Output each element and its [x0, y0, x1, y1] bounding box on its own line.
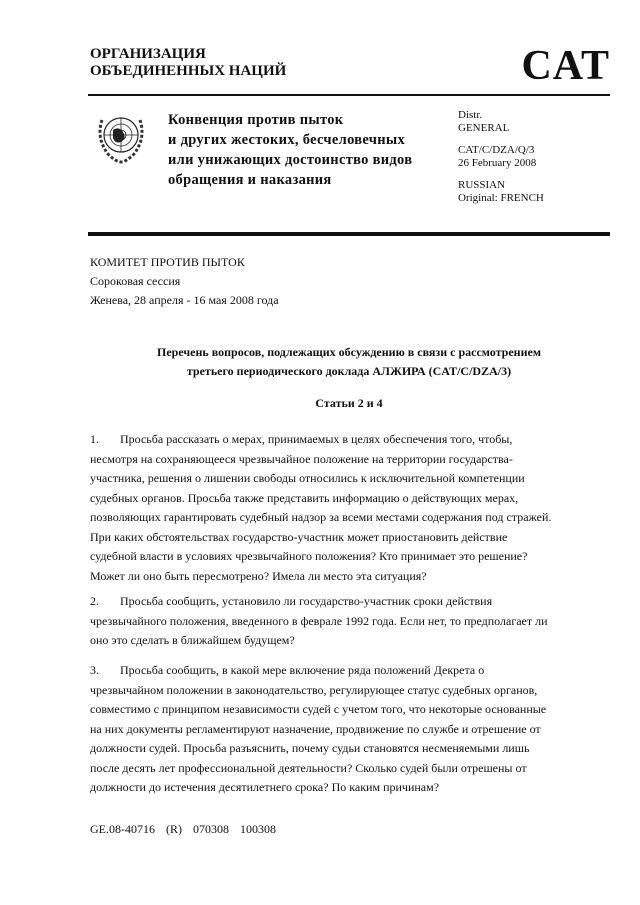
line: судебных органов. Просьба также представить информацию о действующих мерах, [90, 490, 519, 505]
articles-heading: Статьи 2 и 4 [315, 396, 383, 410]
title-line: обращения и наказания [168, 172, 332, 188]
un-emblem-icon [94, 108, 148, 166]
footer-job-number: GE.08-40716 (R) 070308 100308 [90, 822, 276, 836]
line: чрезвычайного положения, введенного в феврале 1992 года. Если нет, то предполагает ли [90, 613, 548, 628]
paragraph-3 [90, 661, 546, 798]
line: должности до истечения десятилетнего срока? По каким причинам? [90, 780, 440, 794]
distr-value: GENERAL [458, 122, 510, 134]
line: Просьба сообщить, установило ли государство-участник сроки действия [120, 594, 493, 608]
committee-name: КОМИТЕТ ПРОТИВ ПЫТОК [90, 255, 245, 269]
header-rule [88, 94, 610, 96]
line: При каких обстоятельствах государство-участник может приостановить действие [90, 529, 508, 544]
title-line: или унижающих достоинство видов [168, 152, 413, 168]
paragraph-1 [90, 430, 551, 586]
paragraph-number: 3. [90, 663, 99, 677]
line: оно это сделать в ближайшем будущем? [90, 633, 295, 647]
line: должности судей. Просьба разъяснить, почему судьи становятся несменяемыми лишь [90, 741, 530, 755]
document-metadata [458, 109, 544, 214]
paragraph-2 [90, 592, 548, 651]
header-thick-rule [88, 232, 610, 236]
line: судебной власти в условиях чрезвычайного положения? Кто принимает это решение? [90, 549, 528, 563]
title-line: и других жестоких, бесчеловечных [168, 132, 406, 148]
org-line: ОБЪЕДИНЕННЫХ НАЦИЙ [90, 63, 287, 79]
session: Сороковая сессия [90, 274, 181, 288]
heading-line: Перечень вопросов, подлежащих обсуждению в связи с рассмотрением [157, 345, 541, 359]
organization-name [90, 46, 286, 80]
title-line: Конвенция против пыток [168, 112, 344, 128]
line: после десять лет профессиональной деятельности? Сколько судей были отрешены от [90, 760, 527, 775]
convention-title [168, 110, 412, 190]
line: на них документы регламентируют назначение, продвижение по службе и отрешение от [90, 721, 541, 736]
paragraph-number: 2. [90, 594, 99, 608]
line: Может ли оно быть пересмотрено? Имела ли место эта ситуация? [90, 568, 427, 583]
distr-label: Distr. [458, 109, 483, 121]
line: чрезвычайном положении в законодательство, регулирующее статус судебных органов, [90, 682, 538, 697]
document-heading [88, 343, 610, 381]
line: Просьба рассказать о мерах, принимаемых в целях обеспечения того, чтобы, [120, 432, 513, 446]
language: RUSSIAN [458, 179, 506, 191]
line: позволяющих гарантировать судебный надзор за всеми местами содержания под стражей. [90, 510, 552, 524]
line: несмотря на сохраняющееся чрезвычайное положение на территории государства- [90, 451, 513, 466]
heading-line: третьего периодического доклада АЛЖИРА (CAT/C/DZA/3) [186, 364, 512, 378]
line: участника, решения о лишении свободы относились к исключительной компетенции [90, 471, 525, 485]
org-line: ОРГАНИЗАЦИЯ [90, 46, 206, 62]
committee-info [90, 253, 279, 310]
document-symbol: CAT [521, 43, 610, 89]
session-dates: Женева, 28 апреля - 16 мая 2008 года [90, 293, 279, 307]
original-language: Original: FRENCH [458, 192, 544, 204]
paragraph-number: 1. [90, 432, 99, 446]
line: Просьба сообщить, в какой мере включение ряда положений Декрета о [120, 663, 485, 677]
doc-number: CAT/C/DZA/Q/3 [458, 144, 535, 156]
line: совместимо с принципом независимости судей с учетом того, что некоторые основанные [90, 702, 547, 716]
doc-date: 26 February 2008 [458, 157, 537, 169]
